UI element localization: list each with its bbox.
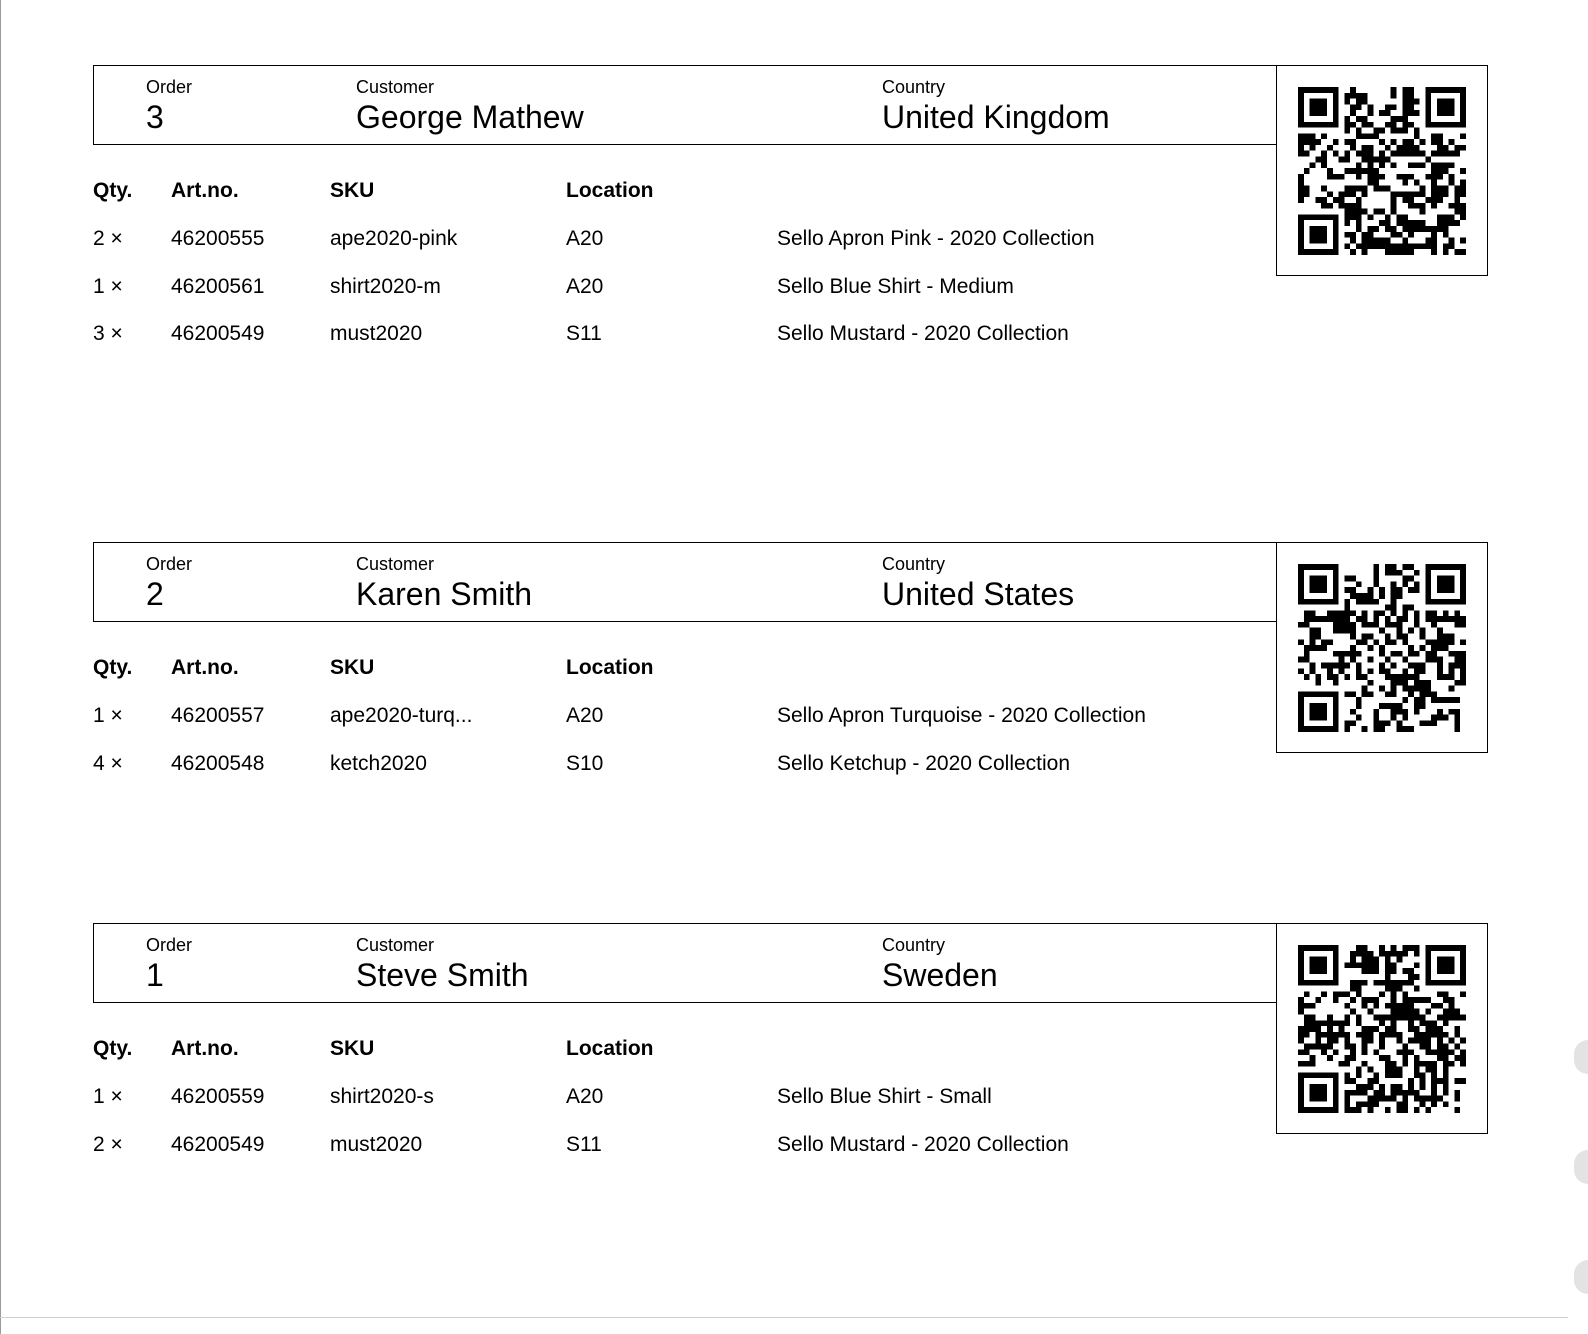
- location-header: Location: [566, 1037, 654, 1060]
- item-location: S10: [566, 751, 604, 775]
- table-row: [93, 751, 1273, 799]
- item-list: [93, 703, 1273, 798]
- qr-code: [1276, 65, 1488, 276]
- order-number-field: [146, 76, 192, 136]
- item-artno: 46200555: [171, 227, 265, 250]
- item-artno: 46200557: [171, 704, 265, 727]
- sku-header: SKU: [330, 179, 375, 202]
- country-name: Sweden: [882, 957, 998, 993]
- country-label: Country: [882, 554, 946, 574]
- qr-modules: [1298, 945, 1466, 1113]
- customer-name: Karen Smith: [356, 576, 533, 612]
- item-qty: 2 ×: [93, 227, 123, 250]
- qr-code-icon: [1298, 564, 1466, 732]
- item-description: Sello Ketchup - 2020 Collection: [777, 751, 1071, 775]
- order-number-field: [146, 934, 192, 994]
- column-headers: [93, 1037, 1273, 1063]
- country-label: Country: [882, 77, 946, 97]
- qty-header: Qty.: [93, 179, 133, 202]
- qty-header: Qty.: [93, 1037, 133, 1060]
- item-sku: must2020: [330, 1132, 423, 1156]
- customer-field: [356, 553, 532, 613]
- qty-header: Qty.: [93, 656, 133, 679]
- artno-header: Art.no.: [171, 1037, 239, 1060]
- country-label: Country: [882, 935, 946, 955]
- item-sku: must2020: [330, 322, 423, 345]
- artno-header: Art.no.: [171, 179, 239, 202]
- page-edge: [0, 0, 1, 1334]
- item-qty: 4 ×: [93, 751, 123, 775]
- artno-header: Art.no.: [171, 656, 239, 679]
- country-field: [882, 553, 1074, 613]
- order-label: Order: [146, 935, 193, 955]
- table-row: [93, 703, 1273, 751]
- item-description: Sello Mustard - 2020 Collection: [777, 1132, 1069, 1156]
- table-row: [93, 321, 1273, 369]
- item-sku: ketch2020: [330, 751, 427, 775]
- item-list: [93, 226, 1273, 369]
- item-qty: 1 ×: [93, 1085, 123, 1108]
- country-field: [882, 934, 998, 994]
- item-artno: 46200548: [171, 751, 265, 775]
- customer-label: Customer: [356, 554, 435, 574]
- item-sku: ape2020-turq...: [330, 704, 473, 727]
- order-label: Order: [146, 554, 193, 574]
- customer-label: Customer: [356, 77, 435, 97]
- customer-name: Steve Smith: [356, 957, 529, 993]
- scroll-handle[interactable]: [1574, 1260, 1588, 1294]
- column-headers: [93, 656, 1273, 682]
- scroll-handle[interactable]: [1574, 1040, 1588, 1074]
- column-headers: [93, 179, 1273, 205]
- item-artno: 46200559: [171, 1085, 265, 1108]
- table-row: [93, 1084, 1273, 1132]
- item-location: A20: [566, 274, 604, 298]
- qr-code: [1276, 923, 1488, 1134]
- qr-modules: [1298, 87, 1466, 255]
- table-row: [93, 226, 1273, 274]
- item-artno: 46200549: [171, 322, 265, 345]
- table-row: [93, 1132, 1273, 1180]
- item-qty: 2 ×: [93, 1132, 123, 1156]
- item-description: Sello Apron Turquoise - 2020 Collection: [777, 704, 1146, 727]
- customer-field: [356, 934, 529, 994]
- qr-code-icon: [1298, 87, 1466, 255]
- item-qty: 1 ×: [93, 274, 123, 298]
- sku-header: SKU: [330, 1037, 375, 1060]
- item-description: Sello Mustard - 2020 Collection: [777, 322, 1069, 345]
- item-sku: shirt2020-m: [330, 274, 441, 298]
- order-header: [93, 923, 1278, 1003]
- location-header: Location: [566, 656, 654, 679]
- customer-field: [356, 76, 584, 136]
- item-location: A20: [566, 1085, 604, 1108]
- item-sku: shirt2020-s: [330, 1085, 434, 1108]
- item-qty: 1 ×: [93, 704, 123, 727]
- country-name: United Kingdom: [882, 99, 1110, 135]
- qr-code-icon: [1298, 945, 1466, 1113]
- item-qty: 3 ×: [93, 322, 123, 345]
- page-edge: [0, 1317, 1568, 1318]
- order-number: 3: [146, 99, 164, 135]
- customer-name: George Mathew: [356, 99, 584, 135]
- order-number-field: [146, 553, 192, 613]
- table-row: [93, 274, 1273, 322]
- order-header: [93, 65, 1278, 145]
- order-number: 2: [146, 576, 164, 612]
- country-name: United States: [882, 576, 1075, 612]
- item-list: [93, 1084, 1273, 1179]
- scroll-handle[interactable]: [1574, 1150, 1588, 1184]
- item-description: Sello Apron Pink - 2020 Collection: [777, 227, 1095, 250]
- item-artno: 46200549: [171, 1132, 265, 1156]
- item-sku: ape2020-pink: [330, 227, 458, 250]
- item-location: A20: [566, 227, 604, 250]
- order-number: 1: [146, 957, 164, 993]
- sku-header: SKU: [330, 656, 375, 679]
- item-location: A20: [566, 704, 604, 727]
- item-location: S11: [566, 322, 602, 345]
- item-description: Sello Blue Shirt - Medium: [777, 274, 1014, 298]
- item-description: Sello Blue Shirt - Small: [777, 1085, 992, 1108]
- order-label: Order: [146, 77, 193, 97]
- country-field: [882, 76, 1110, 136]
- item-location: S11: [566, 1132, 602, 1156]
- order-header: [93, 542, 1278, 622]
- qr-code: [1276, 542, 1488, 753]
- item-artno: 46200561: [171, 274, 265, 298]
- customer-label: Customer: [356, 935, 435, 955]
- location-header: Location: [566, 179, 654, 202]
- qr-modules: [1298, 564, 1466, 732]
